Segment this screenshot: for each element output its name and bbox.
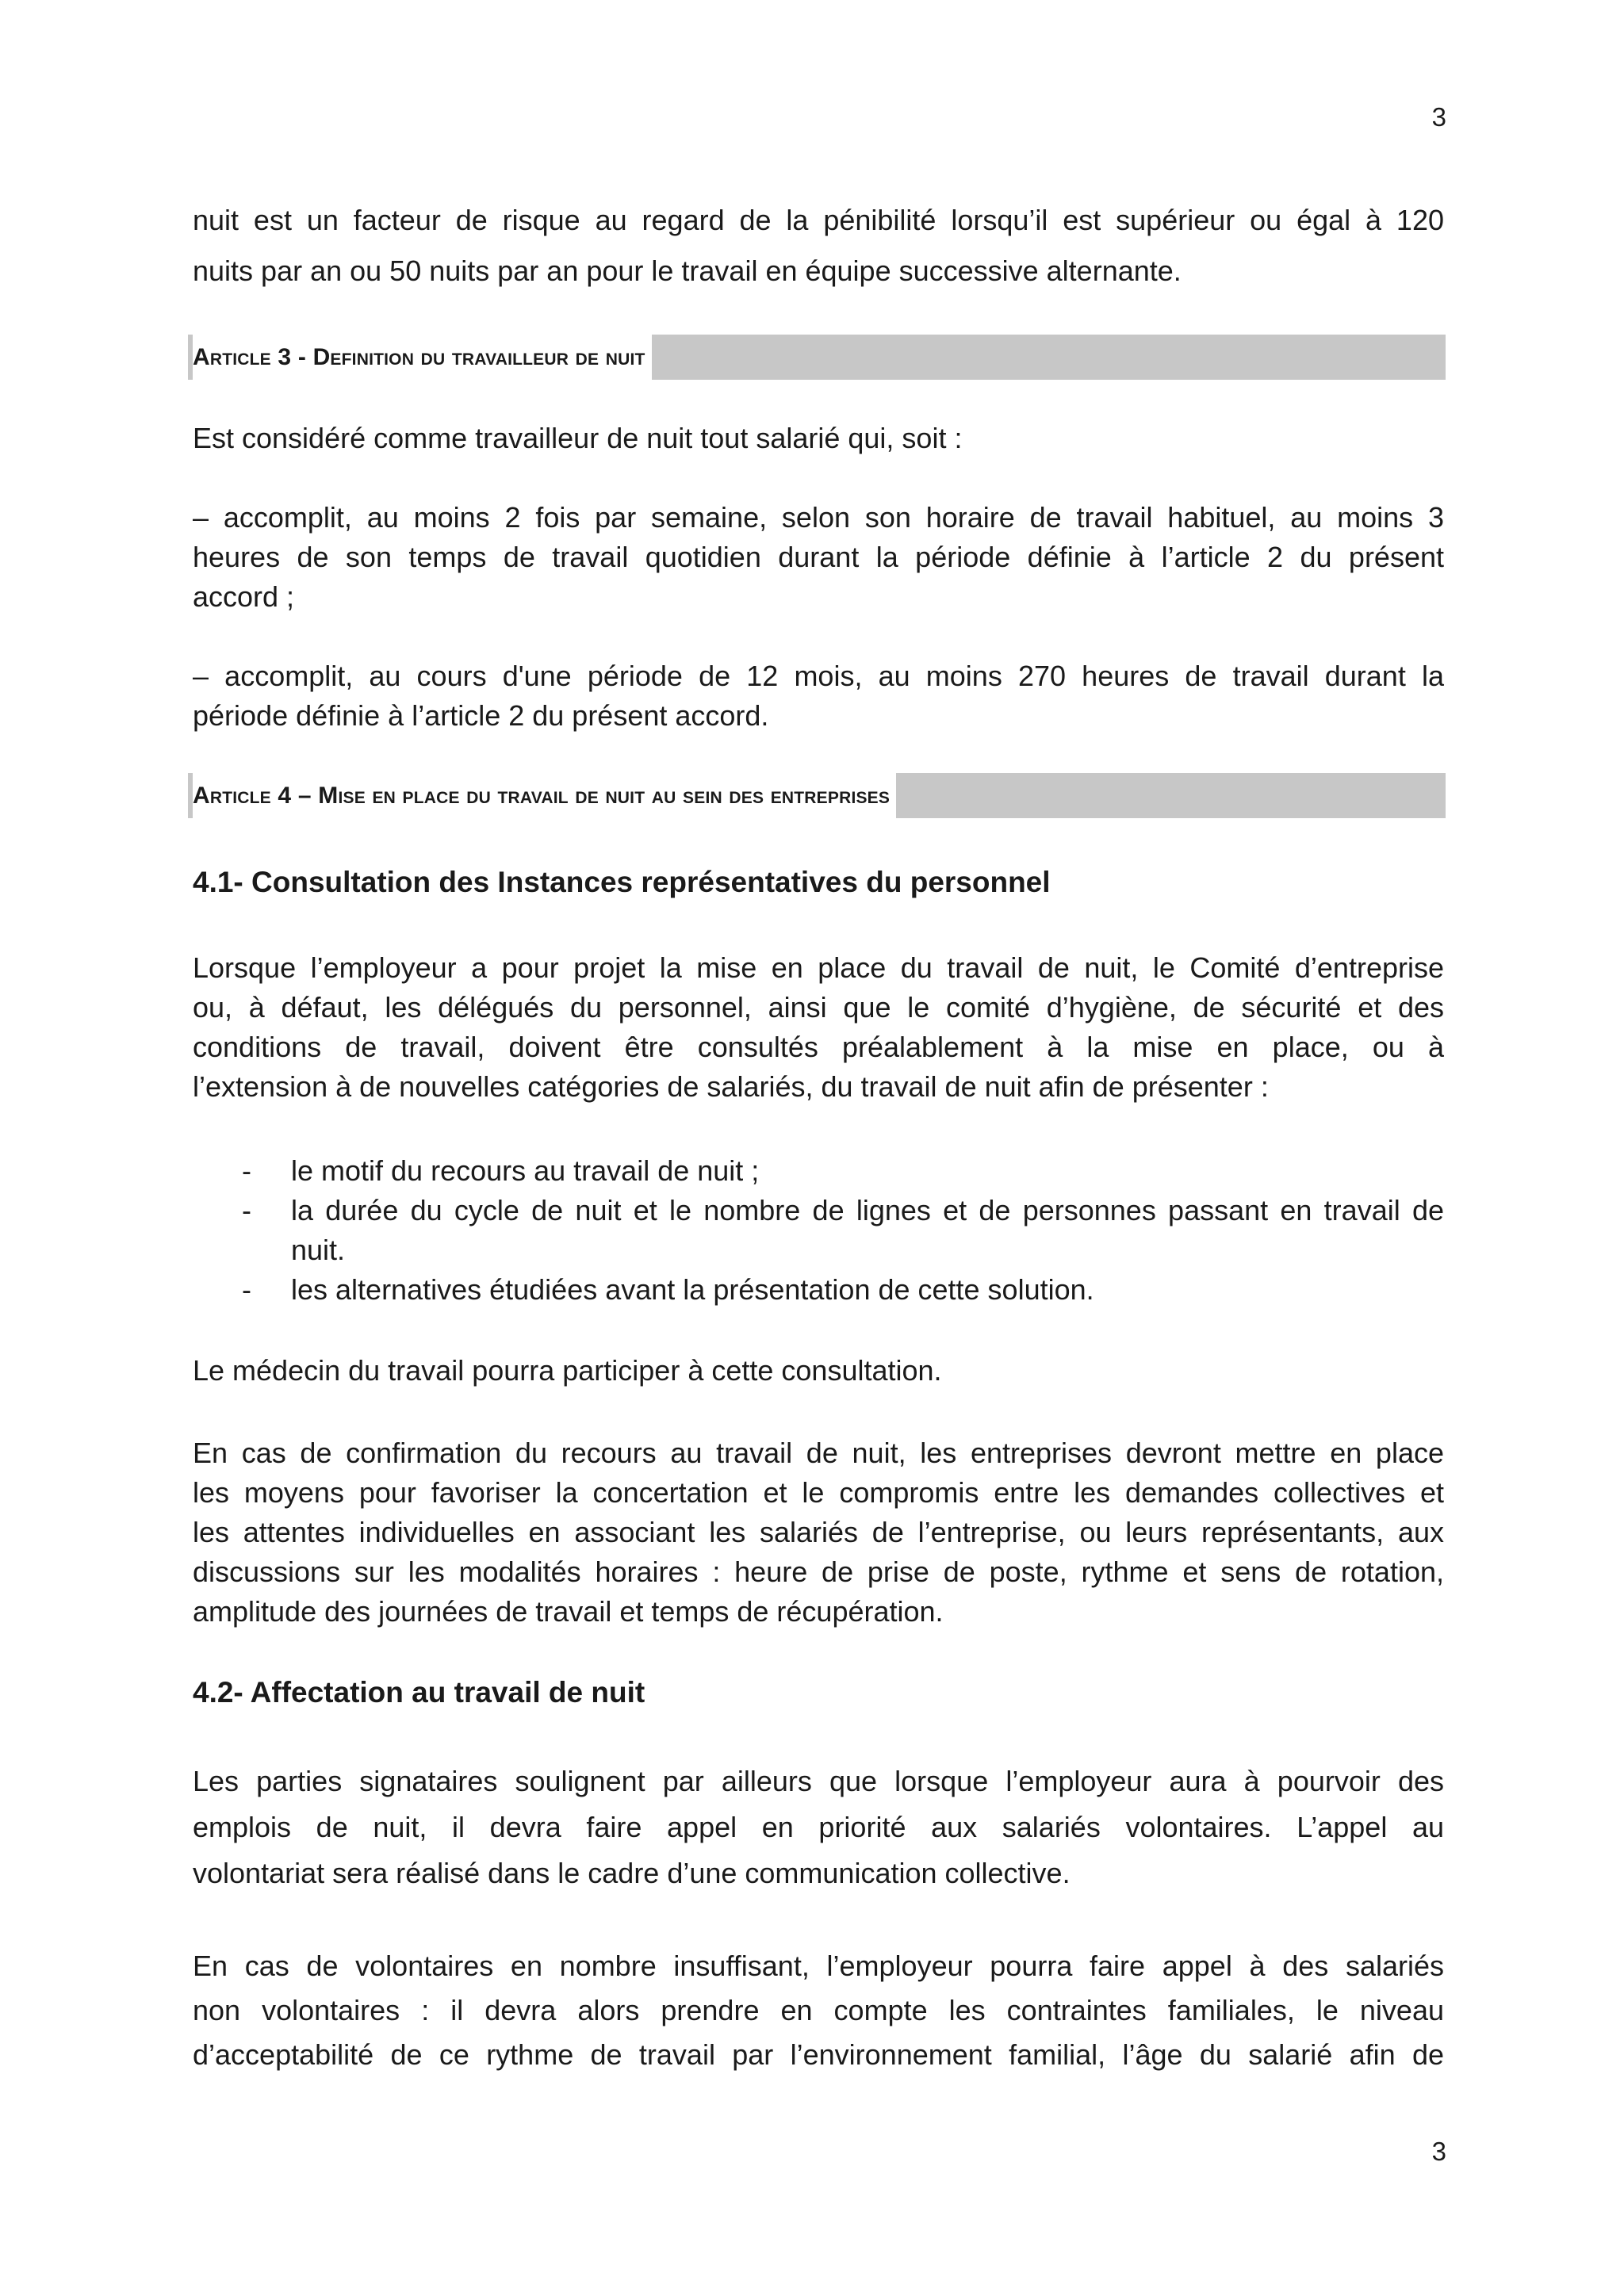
- text-line: Lorsque l’employeur a pour projet la mise en place du travail de nuit, le Comité d’entreprise: [193, 951, 1444, 984]
- page-number-bottom: 3: [1431, 2137, 1446, 2166]
- list-item: [242, 1151, 1444, 1191]
- article-3-item-1: [193, 498, 1444, 617]
- article-3-title: Article 3 - Definition du travailleur de nuit: [193, 335, 652, 380]
- text-line: Est considéré comme travailleur de nuit tout salarié qui, soit :: [193, 422, 963, 454]
- section-4-1-paragraph-3: [193, 1433, 1444, 1632]
- section-4-1-paragraph-1: [193, 948, 1444, 1107]
- text-line: En cas de volontaires en nombre insuffisant, l’employeur pourra faire appel à des salariés: [193, 1950, 1444, 1982]
- intro-paragraph: [193, 195, 1444, 297]
- text-line: période définie à l’article 2 du présent accord.: [193, 699, 769, 732]
- text-line: heures de son temps de travail quotidien durant la période définie à l’article 2 du présent: [193, 541, 1444, 573]
- text-line: Le médecin du travail pourra participer à cette consultation.: [193, 1354, 942, 1387]
- text-line: les attentes individuelles en associant les salariés de l’entreprise, ou leurs représentants, aux: [193, 1516, 1444, 1548]
- text-line: discussions sur les modalités horaires : heure de prise de poste, rythme et sens de rotation,: [193, 1556, 1444, 1588]
- section-4-2-paragraph-2: [193, 1944, 1444, 2077]
- text-line: d’acceptabilité de ce rythme de travail par l’environnement familial, l’âge du salarié afin de: [193, 2038, 1444, 2071]
- text-line: – accomplit, au moins 2 fois par semaine, selon son horaire de travail habituel, au moins 3: [193, 501, 1444, 534]
- list-item: [242, 1270, 1444, 1310]
- text-line: les alternatives étudiées avant la présentation de cette solution.: [291, 1273, 1094, 1306]
- article-4-heading-bar: [188, 773, 1446, 818]
- section-4-2-heading: 4.2- Affectation au travail de nuit: [193, 1676, 645, 1709]
- text-line: l’extension à de nouvelles catégories de salariés, du travail de nuit afin de présenter :: [193, 1070, 1269, 1103]
- section-4-1-paragraph-2: [193, 1351, 1444, 1391]
- text-line: conditions de travail, doivent être consultés préalablement à la mise en place, ou à: [193, 1031, 1444, 1063]
- text-line: accord ;: [193, 580, 295, 613]
- article-3-intro: [193, 419, 1444, 458]
- text-line: En cas de confirmation du recours au travail de nuit, les entreprises devront mettre en place: [193, 1437, 1444, 1469]
- article-3-heading-bar: [188, 335, 1446, 380]
- text-line: nuit.: [291, 1234, 346, 1266]
- text-line: les moyens pour favoriser la concertation et le compromis entre les demandes collectives et: [193, 1476, 1444, 1509]
- text-line: volontariat sera réalisé dans le cadre d’une communication collective.: [193, 1857, 1071, 1889]
- text-line: la durée du cycle de nuit et le nombre de lignes et de personnes passant en travail de: [291, 1194, 1444, 1226]
- text-line: Les parties signataires soulignent par ailleurs que lorsque l’employeur aura à pourvoir des: [193, 1765, 1444, 1797]
- text-line: – accomplit, au cours d'une période de 12 mois, au moins 270 heures de travail durant la: [193, 660, 1444, 692]
- bullet-dash: -: [242, 1154, 251, 1187]
- page-number-top: 3: [1431, 102, 1446, 132]
- list-item: [242, 1191, 1444, 1270]
- bullet-dash: -: [242, 1273, 251, 1306]
- section-4-1-heading: 4.1- Consultation des Instances représentatives du personnel: [193, 866, 1051, 898]
- article-3-item-2: [193, 656, 1444, 736]
- bullet-dash: -: [242, 1194, 251, 1226]
- text-line: nuits par an ou 50 nuits par an pour le travail en équipe successive alternante.: [193, 254, 1182, 287]
- section-4-1-bullet-list: [242, 1151, 1444, 1310]
- text-line: non volontaires : il devra alors prendre en compte les contraintes familiales, le niveau: [193, 1994, 1444, 2026]
- article-4-title: Article 4 – Mise en place du travail de nuit au sein des entreprises: [193, 773, 896, 818]
- text-line: emplois de nuit, il devra faire appel en priorité aux salariés volontaires. L’appel au: [193, 1811, 1444, 1843]
- text-line: amplitude des journées de travail et temps de récupération.: [193, 1595, 944, 1628]
- text-line: le motif du recours au travail de nuit ;: [291, 1154, 760, 1187]
- text-line: nuit est un facteur de risque au regard de la pénibilité lorsqu’il est supérieur ou égal à 120: [193, 204, 1444, 236]
- section-4-2-paragraph-1: [193, 1758, 1444, 1896]
- text-line: ou, à défaut, les délégués du personnel, ainsi que le comité d’hygiène, de sécurité et des: [193, 991, 1444, 1024]
